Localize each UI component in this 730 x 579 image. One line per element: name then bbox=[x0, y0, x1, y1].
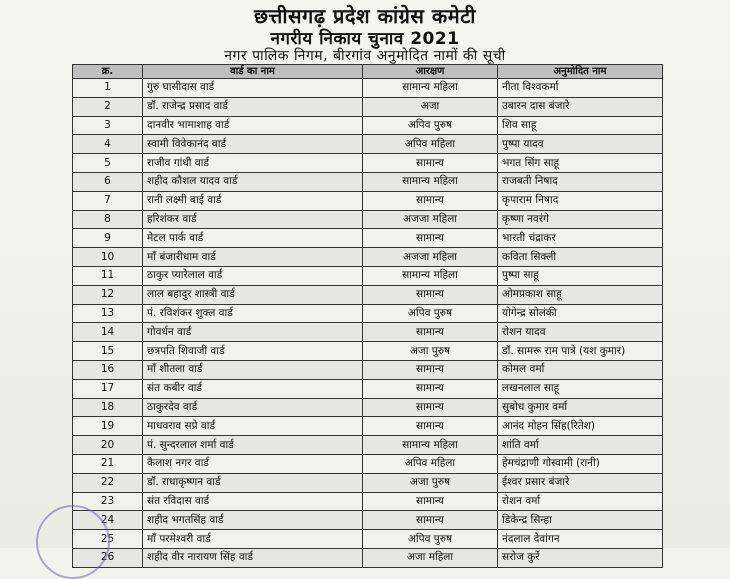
cell-approved-name: कोमल वर्मा bbox=[498, 360, 663, 379]
cell-approved-name: डिकेन्द्र सिन्हा bbox=[498, 511, 663, 530]
cell-reservation: सामान्य bbox=[363, 398, 498, 417]
document-title: छत्तीसगढ़ प्रदेश कांग्रेस कमेटी bbox=[254, 4, 476, 28]
cell-approved-name: कृपाराम निषाद bbox=[498, 191, 663, 210]
cell-ward: डॉ. राजेन्द्र प्रसाद वार्ड bbox=[143, 97, 363, 116]
cell-ward: ठाकुरदेव वार्ड bbox=[143, 398, 363, 417]
cell-ward: संत रविदास वार्ड bbox=[143, 492, 363, 511]
cell-ward: स्वामी विवेकानंद वार्ड bbox=[143, 135, 363, 154]
cell-ward: माधवराव सप्रे वार्ड bbox=[143, 417, 363, 436]
cell-approved-name: नीता विश्वकर्मा bbox=[498, 79, 663, 98]
table-row bbox=[73, 191, 663, 210]
cell-ward: मेटल पार्क वार्ड bbox=[143, 229, 363, 248]
table-row bbox=[73, 379, 663, 398]
table-row bbox=[73, 530, 663, 549]
table-row bbox=[73, 398, 663, 417]
cell-reservation: अपिव पुरुष bbox=[363, 530, 498, 549]
document-subtitle: नगरीय निकाय चुनाव 2021 bbox=[270, 29, 460, 49]
table-row bbox=[73, 548, 663, 567]
table-row bbox=[73, 135, 663, 154]
cell-reservation: सामान्य महिला bbox=[363, 79, 498, 98]
cell-ward: पं. सुन्दरलाल शर्मा वार्ड bbox=[143, 436, 363, 455]
table-header-row bbox=[73, 65, 663, 79]
cell-serial: 3 bbox=[73, 116, 143, 135]
table-row bbox=[73, 97, 663, 116]
table-row bbox=[73, 511, 663, 530]
table-row bbox=[73, 116, 663, 135]
cell-reservation: अपिव महिला bbox=[363, 135, 498, 154]
approved-names-table bbox=[72, 64, 663, 568]
cell-serial: 8 bbox=[73, 210, 143, 229]
cell-reservation: अपिव पुरुष bbox=[363, 116, 498, 135]
table-row bbox=[73, 360, 663, 379]
cell-serial: 19 bbox=[73, 417, 143, 436]
table-row bbox=[73, 79, 663, 98]
table-row bbox=[73, 436, 663, 455]
cell-serial: 11 bbox=[73, 266, 143, 285]
cell-ward: छत्रपति शिवाजी वार्ड bbox=[143, 342, 363, 361]
cell-approved-name: ईश्वर प्रसार बंजारे bbox=[498, 473, 663, 492]
cell-ward: पं. रविशंकर शुक्ल वार्ड bbox=[143, 304, 363, 323]
cell-serial: 25 bbox=[73, 530, 143, 549]
cell-approved-name: कृष्णा नवरंगे bbox=[498, 210, 663, 229]
cell-approved-name: पुष्पा साहू bbox=[498, 266, 663, 285]
cell-approved-name: शिव साहू bbox=[498, 116, 663, 135]
cell-serial: 10 bbox=[73, 248, 143, 267]
cell-serial: 15 bbox=[73, 342, 143, 361]
cell-approved-name: सुबोध कुमार वर्मा bbox=[498, 398, 663, 417]
cell-reservation: अजा bbox=[363, 97, 498, 116]
cell-ward: हरिशंकर वार्ड bbox=[143, 210, 363, 229]
cell-reservation: सामान्य bbox=[363, 191, 498, 210]
document-caption: नगर पालिक निगम, बीरगांव अनुमोदित नामों की सूची bbox=[224, 48, 506, 64]
cell-ward: शहीद भगतसिंह वार्ड bbox=[143, 511, 363, 530]
cell-ward: शहीद वीर नारायण सिंह वार्ड bbox=[143, 548, 363, 567]
cell-reservation: सामान्य bbox=[363, 323, 498, 342]
cell-serial: 23 bbox=[73, 492, 143, 511]
cell-serial: 22 bbox=[73, 473, 143, 492]
cell-reservation: सामान्य bbox=[363, 285, 498, 304]
cell-serial: 13 bbox=[73, 304, 143, 323]
cell-approved-name: आनंद मोहन सिंह(रितेश) bbox=[498, 417, 663, 436]
cell-ward: रानी लक्ष्मी बाई वार्ड bbox=[143, 191, 363, 210]
cell-serial: 16 bbox=[73, 360, 143, 379]
cell-approved-name: रोशन वर्मा bbox=[498, 492, 663, 511]
cell-approved-name: नंदलाल देवांगन bbox=[498, 530, 663, 549]
cell-serial: 14 bbox=[73, 323, 143, 342]
table-row bbox=[73, 172, 663, 191]
cell-reservation: अपिव महिला bbox=[363, 454, 498, 473]
cell-approved-name: पुष्पा यादव bbox=[498, 135, 663, 154]
cell-serial: 12 bbox=[73, 285, 143, 304]
table-row bbox=[73, 266, 663, 285]
table-row bbox=[73, 229, 663, 248]
cell-reservation: सामान्य bbox=[363, 229, 498, 248]
cell-approved-name: ओमप्रकाश साहू bbox=[498, 285, 663, 304]
cell-approved-name: उबारन दास बंजारे bbox=[498, 97, 663, 116]
cell-reservation: सामान्य bbox=[363, 492, 498, 511]
cell-ward: संत कबीर वार्ड bbox=[143, 379, 363, 398]
cell-reservation: सामान्य bbox=[363, 360, 498, 379]
table-row bbox=[73, 342, 663, 361]
cell-serial: 20 bbox=[73, 436, 143, 455]
cell-ward: कैलाश नगर वार्ड bbox=[143, 454, 363, 473]
cell-reservation: अजजा महिला bbox=[363, 210, 498, 229]
table-row bbox=[73, 454, 663, 473]
cell-ward: माँ बंजारीधाम वार्ड bbox=[143, 248, 363, 267]
cell-serial: 26 bbox=[73, 548, 143, 567]
cell-approved-name: योगेन्द्र सोलंकी bbox=[498, 304, 663, 323]
cell-approved-name: रोशन यादव bbox=[498, 323, 663, 342]
cell-reservation: अपिव पुरुष bbox=[363, 304, 498, 323]
cell-ward: दानवीर भामाशाह वार्ड bbox=[143, 116, 363, 135]
cell-approved-name: लखनलाल साहू bbox=[498, 379, 663, 398]
cell-reservation: अजा पुरुष bbox=[363, 473, 498, 492]
cell-serial: 1 bbox=[73, 79, 143, 98]
cell-serial: 9 bbox=[73, 229, 143, 248]
cell-approved-name: शांति वर्मा bbox=[498, 436, 663, 455]
cell-reservation: सामान्य महिला bbox=[363, 172, 498, 191]
cell-reservation: अजा महिला bbox=[363, 548, 498, 567]
cell-reservation: सामान्य bbox=[363, 511, 498, 530]
cell-approved-name: भारती चंद्राकर bbox=[498, 229, 663, 248]
table-row bbox=[73, 473, 663, 492]
cell-approved-name: हेमचंद्राणी गोस्वामी (रानी) bbox=[498, 454, 663, 473]
column-header-approved-name: अनुमोदित नाम bbox=[498, 65, 663, 79]
cell-ward: गोवर्धन वार्ड bbox=[143, 323, 363, 342]
cell-serial: 24 bbox=[73, 511, 143, 530]
table-row bbox=[73, 492, 663, 511]
column-header-reservation: आरक्षण bbox=[363, 65, 498, 79]
cell-serial: 21 bbox=[73, 454, 143, 473]
cell-ward: लाल बहादुर शास्त्री वार्ड bbox=[143, 285, 363, 304]
cell-serial: 2 bbox=[73, 97, 143, 116]
cell-approved-name: सरोज कुर्रे bbox=[498, 548, 663, 567]
cell-ward: शहीद कौशल यादव वार्ड bbox=[143, 172, 363, 191]
table-row bbox=[73, 248, 663, 267]
cell-ward: गुरु घासीदास वार्ड bbox=[143, 79, 363, 98]
cell-reservation: सामान्य bbox=[363, 154, 498, 173]
cell-ward: राजीव गांधी वार्ड bbox=[143, 154, 363, 173]
table-row bbox=[73, 417, 663, 436]
cell-reservation: अजा पुरुष bbox=[363, 342, 498, 361]
cell-ward: माँ शीतला वार्ड bbox=[143, 360, 363, 379]
cell-reservation: अजजा महिला bbox=[363, 248, 498, 267]
cell-approved-name: भगत सिंग साहू bbox=[498, 154, 663, 173]
column-header-serial: क्र. bbox=[73, 65, 143, 79]
cell-approved-name: कविता सिक्ली bbox=[498, 248, 663, 267]
cell-approved-name: राजबती निषाद bbox=[498, 172, 663, 191]
cell-serial: 18 bbox=[73, 398, 143, 417]
cell-ward: ठाकुर प्यारेलाल वार्ड bbox=[143, 266, 363, 285]
cell-serial: 17 bbox=[73, 379, 143, 398]
cell-reservation: सामान्य bbox=[363, 379, 498, 398]
cell-serial: 6 bbox=[73, 172, 143, 191]
column-header-ward: वार्ड का नाम bbox=[143, 65, 363, 79]
cell-approved-name: डॉ. सामरू राम पात्रे (यश कुमार) bbox=[498, 342, 663, 361]
cell-reservation: सामान्य महिला bbox=[363, 436, 498, 455]
cell-reservation: सामान्य bbox=[363, 417, 498, 436]
table-row bbox=[73, 210, 663, 229]
table-row bbox=[73, 154, 663, 173]
cell-reservation: सामान्य महिला bbox=[363, 266, 498, 285]
cell-ward: माँ परमेश्वरी वार्ड bbox=[143, 530, 363, 549]
official-stamp bbox=[36, 505, 110, 579]
cell-serial: 5 bbox=[73, 154, 143, 173]
table-row bbox=[73, 304, 663, 323]
table-row bbox=[73, 285, 663, 304]
cell-serial: 7 bbox=[73, 191, 143, 210]
table-row bbox=[73, 323, 663, 342]
cell-serial: 4 bbox=[73, 135, 143, 154]
cell-ward: डॉ. राधाकृष्णन वार्ड bbox=[143, 473, 363, 492]
